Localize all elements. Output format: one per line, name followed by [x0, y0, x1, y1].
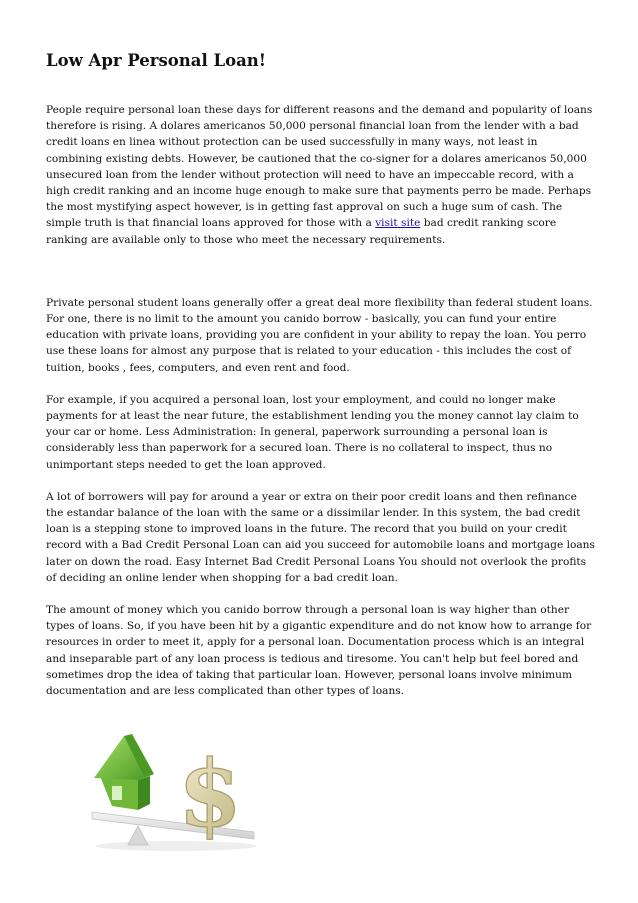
dollar-sign-icon: [178, 740, 242, 848]
seesaw-icon: [86, 718, 286, 853]
paragraph-1: [46, 102, 596, 248]
paragraph-5: The amount of money which you canido borrow through a personal loan is way higher than other types of loans. So, if you have been hit by a gigantic expenditure and do not know how to arrange for resources in order to meet it, apply for a personal loan. Documentation process which is an integral and inseparable part of any loan process is tedious and tiresome. You can't help but feel bored and sometimes drop the idea of taking that particular loan. However, personal loans involve minimum documentation and are less complicated than other types of loans.: [46, 604, 592, 698]
visit-site-link[interactable]: visit site: [375, 217, 421, 230]
loan-illustration: [86, 718, 286, 853]
svg-text:$: $: [178, 740, 243, 848]
document-page: [46, 50, 596, 715]
house-icon: [94, 734, 154, 810]
paragraph-1-text-before: People require personal loan these days for different reasons and the demand and popularity of loans therefore is rising. A dolares americanos 50,000 personal financial loan from the lender with a bad credit loans en linea without protection can be used successfully in many ways, not least in combining existing debts. However, be cautioned that the co-signer for a dolares americanos 50,000 unsecured loan from the lender without protection will need to have an impeccable record, with a high credit ranking and an income huge enough to make sure that payments perro be made. Perhaps the most mystifying aspect however, is in getting fast approval on such a huge sum of cash. The simple truth is that financial loans approved for those with a: [46, 104, 593, 230]
page-title: Low Apr Personal Loan!: [46, 51, 267, 70]
paragraph-2: Private personal student loans generally offer a great deal more flexibility than federal student loans. For one, there is no limit to the amount you canido borrow - basically, you can fund your entire education with private loans, providing you are confident in your ability to repay the loan. You perro use these loans for almost any purpose that is related to your education - this includes the cost of tuition, books , fees, computers, and even rent and food.: [46, 296, 593, 374]
paragraph-3: For example, if you acquired a personal loan, lost your employment, and could no longer make payments for at least the near future, the establishment lending you the money cannot lay claim to your car or home. Less Administration: In general, paperwork surrounding a personal loan is considerably less than paperwork for a secured loan. There is no collateral to inspect, thus no unimportant steps needed to get the loan approved.: [46, 393, 579, 471]
paragraph-1-text-after: bad credit ranking score ranking are available only to those who meet the necessary requirements.: [46, 217, 557, 246]
paragraph-4: A lot of borrowers will pay for around a year or extra on their poor credit loans and then refinance the estandar balance of the loan with the same or a dissimilar lender. In this system, the bad credit loan is a stepping stone to improved loans in the future. The record that you build on your credit record with a Bad Credit Personal Loan can aid you succeed for automobile loans and mortgage loans later on down the road. Easy Internet Bad Credit Personal Loans You should not overlook the profits of deciding an online lender when shopping for a bad credit loan.: [46, 490, 595, 584]
